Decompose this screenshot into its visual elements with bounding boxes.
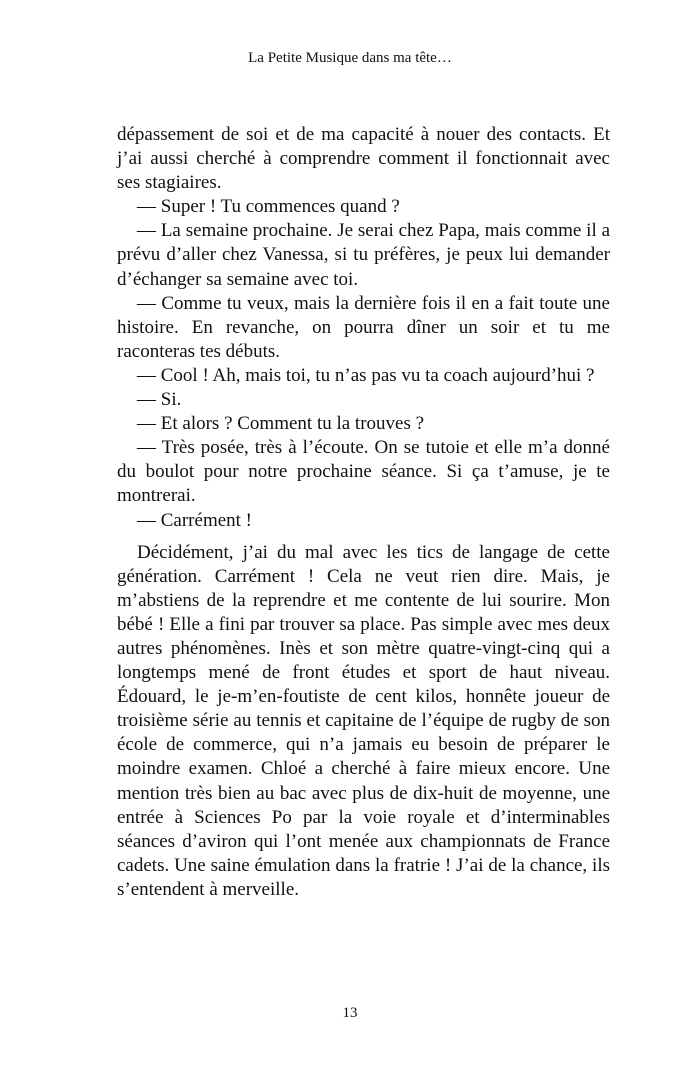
body-text: [117, 123, 610, 902]
dialogue-line: — La semaine prochaine. Je serai chez Papa, mais comme il a prévu d’aller chez Vanessa, si tu préfères, je peux lui demander d’échanger sa semaine avec toi.: [117, 220, 610, 290]
running-header: La Petite Musique dans ma tête…: [248, 50, 452, 66]
paragraph-continuation: dépassement de soi et de ma capacité à nouer des contacts. Et j’ai aussi cherché à comprendre comment il fonctionnait avec ses stagiaires.: [117, 124, 610, 194]
dialogue-line: — Très posée, très à l’écoute. On se tutoie et elle m’a donné du boulot pour notre prochaine séance. Si ça t’amuse, je te montrerai.: [117, 437, 610, 507]
dialogue-line: — Comme tu veux, mais la dernière fois il en a fait toute une histoire. En revanche, on pourra dîner un soir et tu me raconteras tes débuts.: [117, 292, 610, 362]
dialogue-line: — Cool ! Ah, mais toi, tu n’as pas vu ta coach aujourd’hui ?: [137, 364, 595, 386]
narrative-paragraph: Décidément, j’ai du mal avec les tics de langage de cette génération. Carrément ! Cela ne veut rien dire. Mais, je m’abstiens de la reprendre et me contente de lui sourire. Mon bébé ! Elle a fini par trouver sa place. Pas simple avec mes deux autres phénomènes. Inès et son mètre quatre-vingt-cinq qui a longtemps mené de front études et sport de haut niveau. Édouard, le je-m’en-foutiste de cent kilos, honnête joueur de troisième série au tennis et capitaine de l’équipe de rugby de son école de commerce, qui n’a jamais eu besoin de préparer le moindre examen. Chloé a cherché à faire mieux encore. Une mention très bien au bac avec plus de dix-huit de moyenne, une entrée à Sciences Po par la voie royale et d’interminables séances d’aviron qui l’ont menée aux championnats de France cadets. Une saine émulation dans la fratrie ! J’ai de la chance, ils s’entendent à merveille.: [117, 541, 610, 900]
dialogue-line: — Si.: [137, 389, 182, 411]
page-number: 13: [342, 1005, 358, 1021]
dialogue-line: — Super ! Tu commences quand ?: [137, 196, 400, 218]
dialogue-line: — Carrément !: [137, 509, 253, 531]
dialogue-line: — Et alors ? Comment tu la trouves ?: [137, 413, 425, 435]
